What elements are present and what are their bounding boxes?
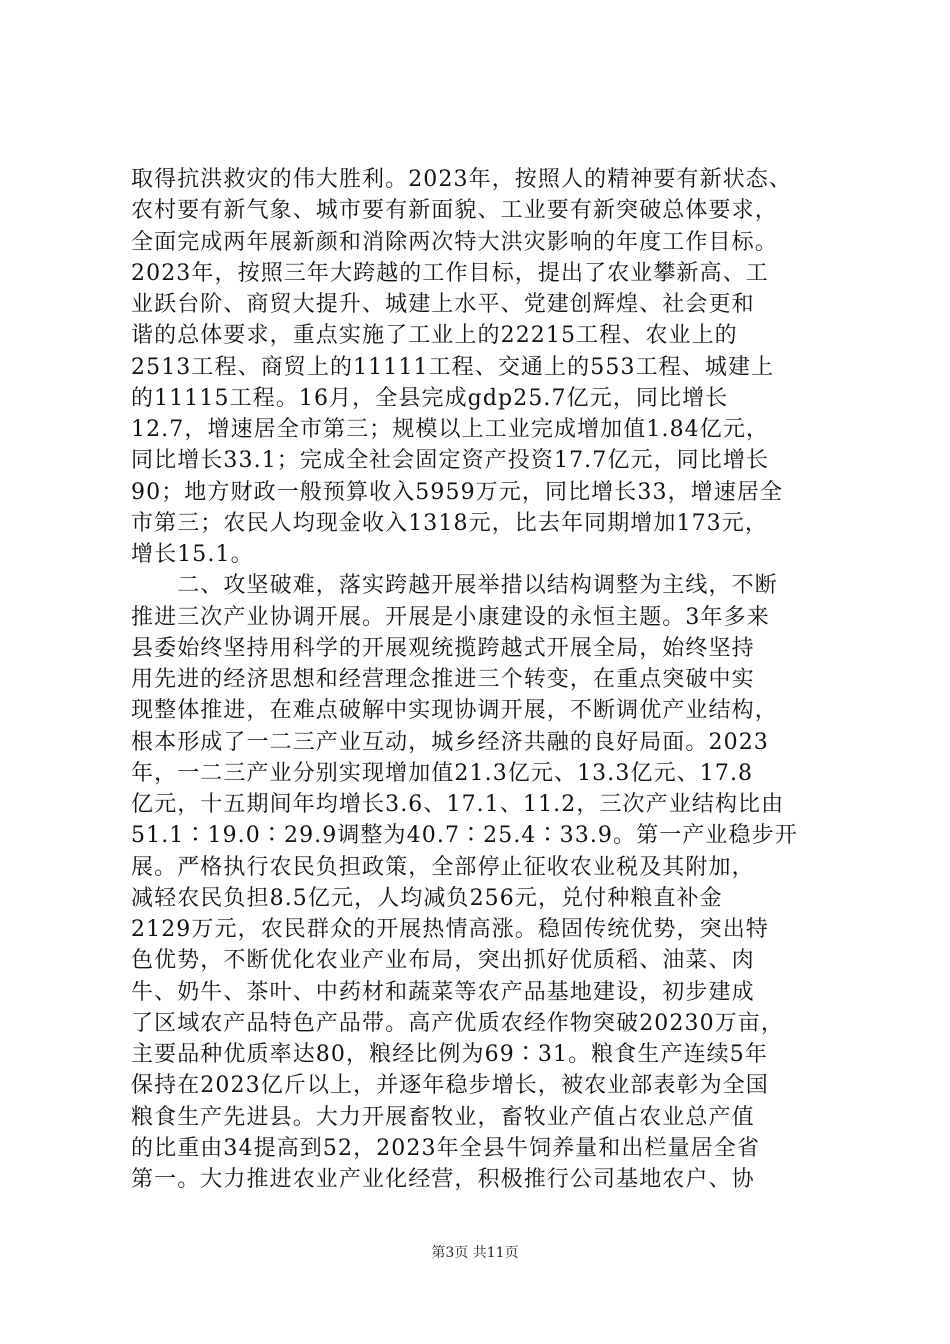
text-line: 了区域农产品特色产品带。高产优质农经作物突破20230万亩， (131, 1010, 784, 1036)
text-line: 增长15.1。 (131, 542, 254, 567)
text-line: 减轻农民负担8.5亿元，人均减负256元，兑付种粮直补金 (131, 885, 723, 911)
body-text (131, 164, 836, 1195)
text-line: 90；地方财政一般预算收入5959万元，同比增长33，增速居全 (131, 479, 784, 505)
text-line: 的比重由34提高到52，2023年全县牛饲养量和出栏量居全省 (131, 1135, 760, 1161)
text-line: 展。严格执行农民负担政策，全部停止征收农业税及其附加， (131, 854, 755, 880)
text-line: 市第三；农民人均现金收入1318元，比去年同期增加173元， (131, 510, 768, 536)
text-line: 的11115工程。16月，全县完成gdp25.7亿元，同比增长 (131, 385, 729, 411)
text-line: 保持在2023亿斤以上，并逐年稳步增长，被农业部表彰为全国 (131, 1073, 769, 1099)
text-line: 粮食生产先进县。大力开展畜牧业，畜牧业产值占农业总产值 (131, 1104, 755, 1130)
text-line: 根本形成了一二三产业互动，城乡经济共融的良好局面。2023 (131, 729, 769, 755)
text-line: 推进三次产业协调开展。开展是小康建设的永恒主题。3年多来 (131, 604, 770, 630)
text-line: 主要品种优质率达80，粮经比例为69∶31。粮食生产连续5年 (131, 1042, 768, 1067)
text-line: 2513工程、商贸上的11111工程、交通上的553工程、城建上 (131, 354, 775, 380)
text-line: 2023年，按照三年大跨越的工作目标，提出了农业攀新高、工 (131, 260, 769, 286)
text-line: 51.1∶19.0∶29.9调整为40.7∶25.4∶33.9。第一产业稳步开 (131, 823, 798, 849)
text-line: 县委始终坚持用科学的开展观统揽跨越式开展全局，始终坚持 (131, 635, 755, 661)
text-line: 农村要有新气象、城市要有新面貌、工业要有新突破总体要求， (131, 198, 778, 224)
text-line: 牛、奶牛、茶叶、中药材和蔬菜等农产品基地建设，初步建成 (131, 979, 755, 1005)
text-line: 亿元，十五期间年均增长3.6、17.1、11.2，三次产业结构比由 (131, 792, 785, 817)
text-line: 现整体推进，在难点破解中实现协调开展，不断调优产业结构， (131, 698, 778, 724)
text-line: 第一。大力推进农业产业化经营，积极推行公司基地农户、协 (131, 1167, 755, 1192)
text-line: 全面完成两年展新颜和消除两次特大洪灾影响的年度工作目标。 (131, 229, 778, 255)
text-line: 二、攻坚破难，落实跨越开展举措以结构调整为主线，不断 (131, 573, 778, 599)
text-line: 年，一二三产业分别实现增加值21.3亿元、13.3亿元、17.8 (131, 760, 754, 786)
text-line: 12.7，增速居全市第三；规模以上工业完成增加值1.84亿元， (131, 417, 770, 442)
page-footer: 第3页 共11页 (431, 1245, 519, 1261)
text-line: 用先进的经济思想和经营理念推进三个转变，在重点突破中实 (131, 667, 755, 692)
text-line: 取得抗洪救灾的伟大胜利。2023年，按照人的精神要有新状态、 (131, 167, 792, 192)
text-line: 同比增长33.1；完成全社会固定资产投资17.7亿元，同比增长 (131, 448, 770, 474)
text-line: 色优势，不断优化农业产业布局，突出抓好优质稻、油菜、肉 (131, 948, 755, 974)
text-line: 业跃台阶、商贸大提升、城建上水平、党建创辉煌、社会更和 (131, 292, 755, 317)
text-line: 谐的总体要求，重点实施了工业上的22215工程、农业上的 (131, 323, 738, 349)
text-line: 2129万元，农民群众的开展热情高涨。稳固传统优势，突出特 (131, 917, 769, 942)
